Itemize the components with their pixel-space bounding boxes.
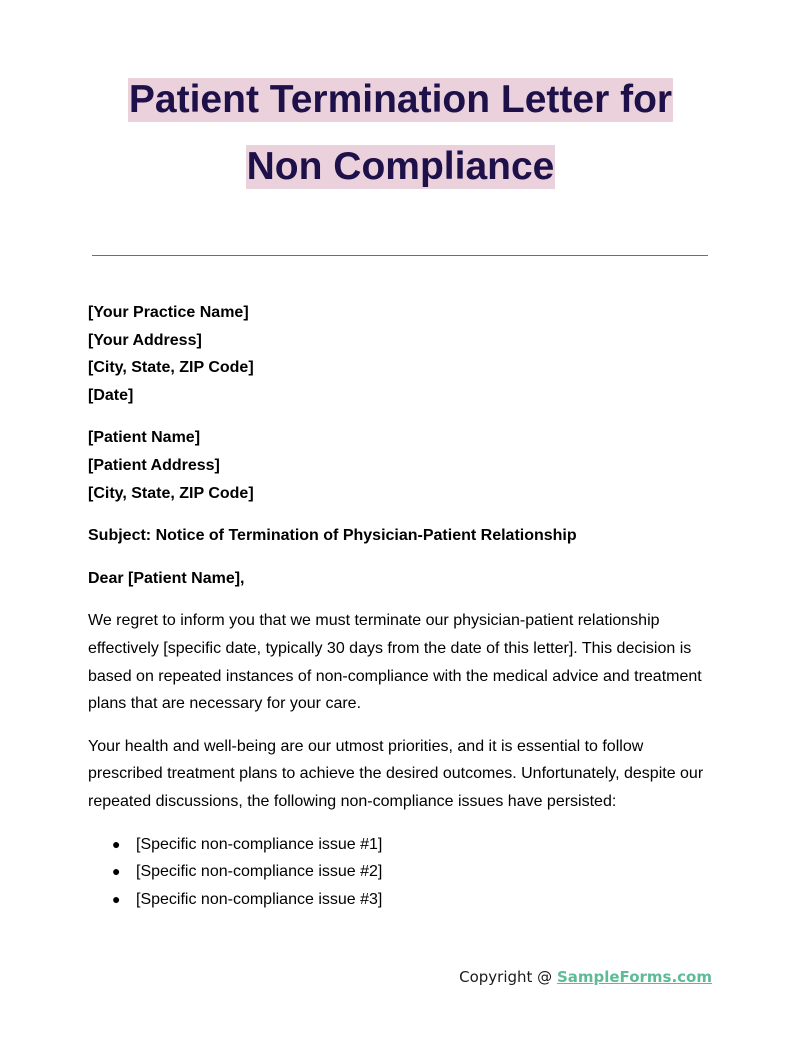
- issue-text: [Specific non-compliance issue #3]: [136, 890, 383, 908]
- sampleforms-link[interactable]: SampleForms.com: [556, 968, 712, 986]
- issue-list: [88, 831, 718, 914]
- copyright-prefix: Copyright @: [459, 968, 557, 986]
- sender-practice-name: [Your Practice Name]: [88, 304, 249, 321]
- copyright-footer: [459, 968, 712, 986]
- title-divider: [92, 255, 708, 256]
- list-item: [88, 886, 718, 914]
- sender-city-state-zip: [City, State, ZIP Code]: [88, 359, 254, 377]
- recipient-name: [Patient Name]: [88, 429, 201, 447]
- list-item: [88, 858, 718, 886]
- sender-block: [88, 299, 718, 409]
- bullet-icon: ●: [112, 890, 121, 907]
- title-line-1: Patient Termination Letter for: [128, 78, 673, 121]
- document-title: [0, 78, 801, 212]
- bullet-icon: ●: [112, 863, 121, 880]
- salutation: Dear [Patient Name],: [88, 569, 245, 587]
- recipient-city-state-zip: [City, State, ZIP Code]: [88, 484, 254, 502]
- issue-text: [Specific non-compliance issue #2]: [136, 863, 383, 881]
- recipient-block: [88, 424, 718, 507]
- paragraph-1: We regret to inform you that we must terminate our physician-patient relationship effectively [specific date, typically 30 days from the date of this letter]. This decision is based on repeated instances of non-compliance with the medical advice and treatment plans that are necessary for your care.: [88, 612, 702, 713]
- recipient-address: [Patient Address]: [88, 456, 220, 474]
- paragraph-2: Your health and well-being are our utmost priorities, and it is essential to follow prescribed treatment plans to achieve the desired outcomes. Unfortunately, despite our repeated discussions, the following non-compliance issues have persisted:: [88, 737, 704, 810]
- sender-address: [Your Address]: [88, 331, 202, 349]
- list-item: [88, 831, 718, 859]
- subject-line: Subject: Notice of Termination of Physician-Patient Relationship: [88, 527, 577, 545]
- bullet-icon: ●: [112, 835, 121, 852]
- letter-body: [88, 299, 718, 913]
- sender-date: [Date]: [88, 386, 134, 404]
- issue-text: [Specific non-compliance issue #1]: [136, 835, 383, 853]
- title-line-2: Non Compliance: [246, 145, 555, 188]
